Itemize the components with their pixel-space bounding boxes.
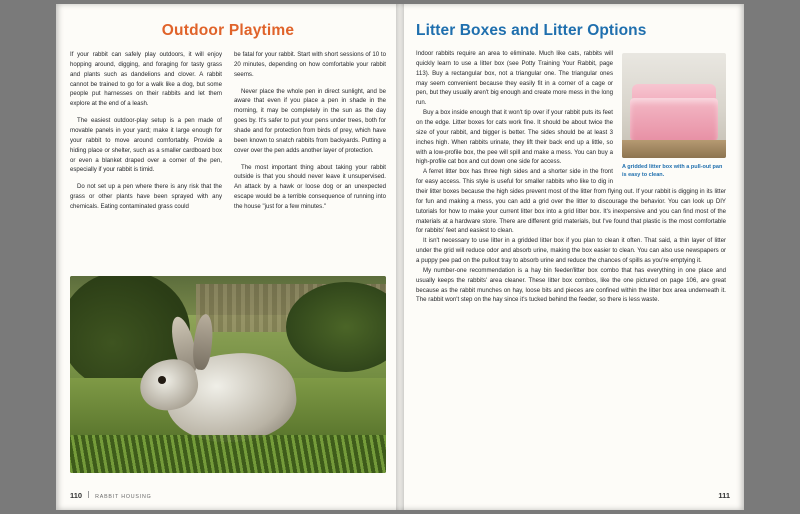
- litter-box-pull-out-pan: [630, 98, 718, 142]
- paragraph: A ferret litter box has three high sides and a shorter side in the front for easy access. This style is useful for smaller rabbits who like to dig in their litter boxes because the high sides prevent most of the litter from flying out. If your rabbit is digging in its litter for fun and making a mess, you can add a grid over the litter to discourage the behavior. You can look up DIY tutorials for how to make your current litter box into a grid litter box. It's inexpensive and you can find most of the materials at a hardware store. There are different grid materials, but I've found that plastic is the most comfortable for rabbits' feet and easiest to clean.: [416, 168, 726, 235]
- paragraph: My number-one recommendation is a hay bin feeder/litter box combo that has everything in one place and usually keeps the rabbits' area cleaner. These litter box combos, like the one pictured on page 106, are great because as the rabbit munches on hay, loose bits and pieces are confined within the litter box area underneath it. The rabbit won't step on the hay since it's tucked behind the feeder, so there is less waste.: [416, 266, 726, 304]
- paragraph: be fatal for your rabbit. Start with short sessions of 10 to 20 minutes, depending on how comfortable your rabbit seems.: [234, 51, 386, 78]
- right-text-block: [416, 49, 726, 305]
- left-column-1: [70, 50, 222, 219]
- page-number: 110: [70, 491, 83, 500]
- left-column-2: [234, 50, 386, 219]
- paragraph: Do not set up a pen where there is any risk that the grass or other plants have been sprayed with any chemicals. Eating contaminated grass could: [70, 183, 222, 211]
- page-title-outdoor-playtime: Outdoor Playtime: [161, 22, 295, 39]
- folio-divider: [88, 491, 89, 498]
- right-page-content: [416, 22, 726, 305]
- running-head: RABBIT HOUSING: [95, 494, 152, 500]
- photo-floor: [622, 140, 726, 158]
- right-folio: 111: [718, 491, 730, 500]
- left-folio: [70, 491, 152, 500]
- paragraph: Never place the whole pen in direct sunlight, and be aware that even if you place a pen in shade in the morning, it may be completely in the sun as the day goes by. It's safer to put your pens under trees, both for shade and for protection from birds of prey, which have been known to snatch rabbits from backyards. Putting a cover over the pen adds another layer of protection.: [234, 87, 386, 154]
- paragraph: The easiest outdoor-play setup is a pen made of movable panels in your yard; make it large enough for your rabbit to move around comfortably. Provide a hiding place or shelter, such as a smaller cardboard box or even a blanket draped over a corner of the pen, especially if your rabbit is timid.: [70, 117, 222, 174]
- rabbit-in-grass-photo: [70, 276, 386, 473]
- pink-gridded-litter-box-photo: [622, 53, 726, 158]
- left-text-columns: [70, 50, 386, 219]
- paragraph: Indoor rabbits require an area to eliminate. Much like cats, rabbits will quickly learn to use a litter box (see Potty Training Your Rabbit, page 113). Buy a rectangular box, not a triangular one. The triangular ones may seem convenient because they easily fit in a corner of a cage or pen, but they usually aren't big enough and create more mess in the long run.: [416, 50, 613, 107]
- paragraph: It isn't necessary to use litter in a gridded litter box if you plan to clean it often. That said, a thin layer of litter under the grid will reduce odor and absorb urine, making the box easier to clean. You can also use newspapers or a puppy pee pad on the pullout tray to absorb urine and reduce the chances of spills as you're emptying it.: [416, 237, 726, 265]
- figure-caption: A gridded litter box with a pull-out pan is easy to clean.: [622, 164, 723, 179]
- left-page-content: [70, 22, 386, 219]
- page-title-litter-boxes: Litter Boxes and Litter Options: [416, 22, 647, 39]
- paragraph: If your rabbit can safely play outdoors, it will enjoy hopping around, digging, and foraging for tasty grass and plants such as dandelions and clover. A rabbit cannot be trained to go for a walk like a dog, but some people put harnesses on their rabbits and let them explore at the end of a leash.: [70, 51, 222, 108]
- rabbit-eye: [158, 376, 166, 384]
- photo-grass-blades: [70, 435, 386, 473]
- left-page: [56, 4, 400, 510]
- paragraph: The most important thing about taking your rabbit outside is that you should never leave it unsupervised. An attack by a hawk or loose dog or an unexpected escape would be a terrible consequence of running into the house "just for a few minutes.": [234, 163, 386, 211]
- figure-litter-box: [622, 53, 726, 180]
- paragraph: Buy a box inside enough that it won't tip over if your rabbit puts its feet on the edge. Litter boxes for cats work fine. It should be about twice the size of your rabbit, and bigger is better. The sides should be at least 3 inches high. When rabbits urinate, they lift their back end up a little, so with a low-profile box, the pee will spill and make a mess. You can buy a high-profile cat box and cut down one side for access.: [416, 109, 613, 166]
- right-page: [400, 4, 744, 510]
